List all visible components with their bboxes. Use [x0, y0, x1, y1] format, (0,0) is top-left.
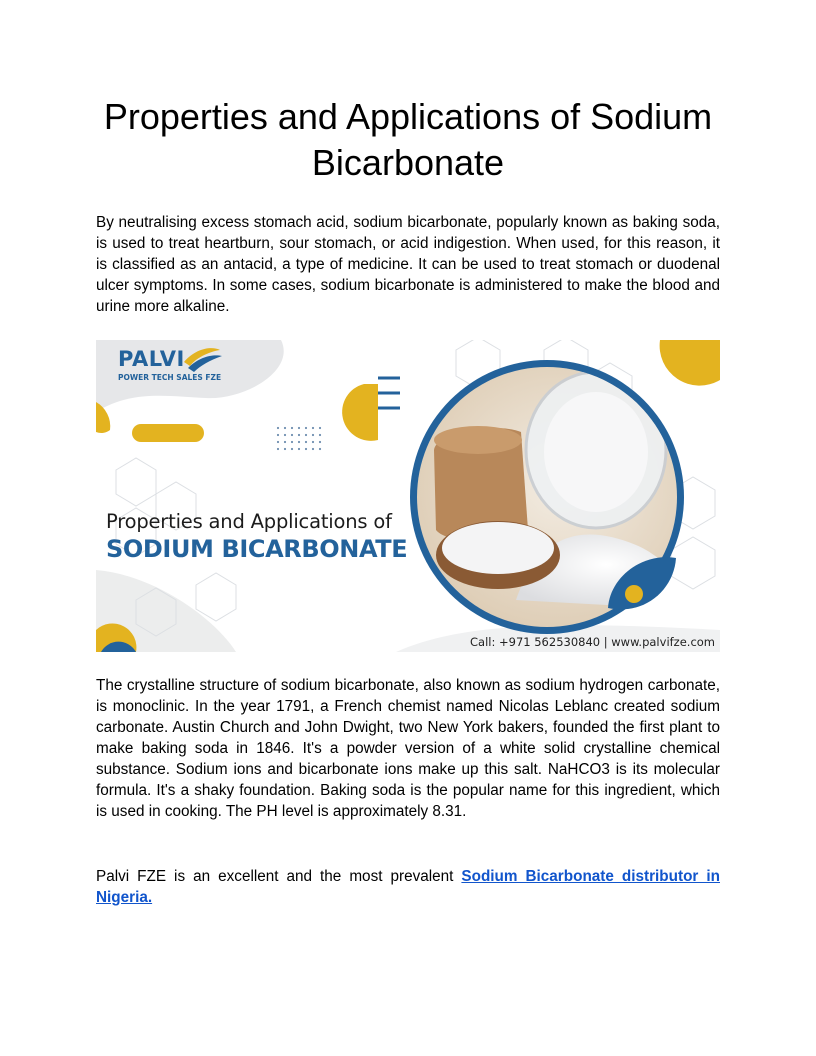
- intro-paragraph: By neutralising excess stomach acid, sodium bicarbonate, popularly known as baking soda, is used to treat heartburn, sour stomach, or acid indigestion. When used, for this reason, it is classified as an antacid, a type of medicine. It can be used to treat stomach or duodenal ulcer symptoms. In some cases, sodium bicarbonate is administered to make the blood and urine more alkaline.: [96, 214, 720, 315]
- distributor-link[interactable]: Sodium Bicarbonate distributor in Nigeria.: [96, 868, 720, 906]
- banner-contact: Call: +971 562530840 | www.palvifze.com: [470, 635, 716, 649]
- banner-logo-name: PALVI: [118, 347, 185, 371]
- banner-image: [96, 340, 720, 652]
- banner-heading-line1: Properties and Applications of: [106, 510, 392, 533]
- document-title: Properties and Applications of Sodium Bicarbonate: [103, 96, 713, 183]
- closing-paragraph: [96, 866, 720, 908]
- banner-logo-tagline: POWER TECH SALES FZE: [118, 373, 222, 382]
- closing-text: Palvi FZE is an excellent and the most prevalent: [96, 868, 462, 885]
- banner-artwork: [96, 340, 720, 652]
- banner-heading-line2: SODIUM BICARBONATE: [106, 535, 408, 563]
- body-paragraph: The crystalline structure of sodium bicarbonate, also known as sodium hydrogen carbonate, is monoclinic. In the year 1791, a French chemist named Nicolas Leblanc created sodium carbonate. Austin Church and John Dwight, two New York bakers, founded the first plant to make baking soda in 1846. It's a powder version of a white solid crystalline chemical substance. Sodium ions and bicarbonate ions make up this salt. NaHCO3 is its molecular formula. It's a shaky foundation. Baking soda is the popular name for this ingredient, which is used in cooking. The PH level is approximately 8.31.: [96, 677, 720, 820]
